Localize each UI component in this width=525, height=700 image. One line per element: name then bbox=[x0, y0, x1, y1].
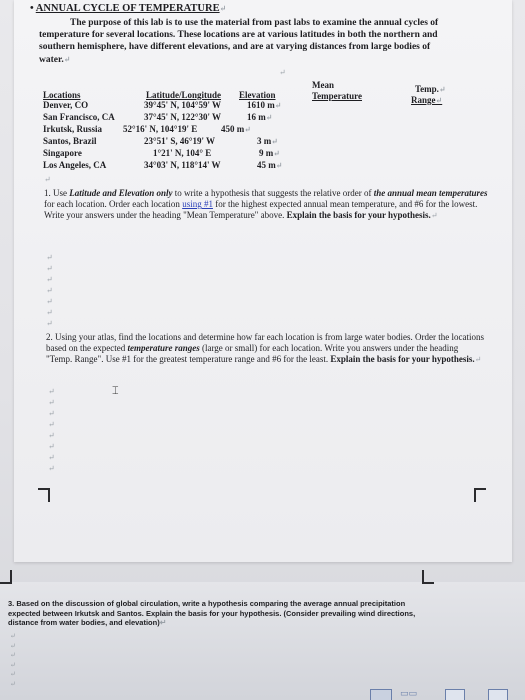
layout-icon[interactable] bbox=[370, 689, 392, 700]
cell-location: Irkutsk, Russia bbox=[43, 124, 103, 134]
cell-latlon: 39°45' N, 104°59' W bbox=[144, 100, 222, 110]
empty-paragraph-marks: ↵ ↵ ↵ ↵ ↵ ↵ ↵ bbox=[46, 253, 53, 328]
question-2: 2. Using your atlas, find the locations and determine how far each location is from large water bodies. Order the locations based on the expected temperature ranges (large or small) for each location. Write you answers under the heading "Temp. Range". Use #1 for the greatest temperature range and #6 for the least. Explain the basis for your hypothesis.↵ bbox=[46, 332, 484, 365]
text-cursor-icon: ⌶ bbox=[112, 384, 119, 397]
cell-latlon: 37°45' N, 122°30' W bbox=[144, 112, 222, 122]
web-view-icon[interactable] bbox=[488, 689, 508, 700]
crop-corner-top-right bbox=[474, 488, 486, 502]
header-range: Range↵ bbox=[411, 95, 443, 105]
cell-elevation: 9 m↵ bbox=[259, 148, 280, 158]
worksheet-page bbox=[14, 0, 512, 562]
header-latitude-longitude: Latitude/Longitude bbox=[146, 90, 222, 100]
page-title: • ANNUAL CYCLE OF TEMPERATURE↵ bbox=[30, 3, 227, 14]
header-locations: Locations bbox=[43, 90, 81, 100]
cell-latlon: 52°16' N, 104°19' E bbox=[123, 124, 198, 134]
empty-paragraph-marks: ↵ ↵ ↵ ↵ ↵ ↵ ↵ ↵ bbox=[48, 387, 55, 473]
intro-line-4: water.↵ bbox=[39, 55, 71, 65]
cell-location: Singapore bbox=[43, 148, 82, 158]
header-temperature: Temperature bbox=[312, 91, 362, 101]
intro-line-2: temperature for several locations. These locations are at various latitudes in both the northern and bbox=[39, 30, 438, 40]
cell-location: San Francisco, CA bbox=[43, 112, 115, 122]
cell-elevation: 16 m↵ bbox=[247, 112, 273, 122]
question-3: 3. Based on the discussion of global circulation, write a hypothesis comparing the average annual precipitation expected between Irkutsk and Santos. Explain the basis for your hypothesis. (Consider prevailing wind directions, distance from water bodies, and elevation)↵ bbox=[8, 599, 416, 627]
cell-location: Denver, CO bbox=[43, 100, 89, 110]
cell-elevation: 3 m↵ bbox=[257, 136, 278, 146]
header-elevation: Elevation bbox=[239, 90, 276, 100]
cell-elevation: 1610 m↵ bbox=[247, 100, 282, 110]
empty-paragraph-marks: ↵ ↵ ↵ ↵ ↵ ↵ bbox=[10, 632, 16, 688]
paragraph-mark: ↵ bbox=[219, 4, 227, 13]
cell-location: Santos, Brazil bbox=[43, 136, 97, 146]
second-page bbox=[0, 582, 525, 700]
cell-latlon: 34°03' N, 118°14' W bbox=[144, 160, 221, 170]
header-mean: Mean bbox=[312, 80, 334, 90]
question-1: 1. Use Latitude and Elevation only to write a hypothesis that suggests the relative order of the annual mean temperatures for each location. Order each location using #1 for the highest expected annual mean temperature, and #6 for the lowest. Write your answers under the heading "Mean Temperature" above. Explain the basis for your hypothesis.↵ bbox=[44, 188, 488, 221]
cell-elevation: 450 m↵ bbox=[221, 124, 251, 134]
page-view-icon[interactable] bbox=[445, 689, 465, 700]
header-temp: Temp.↵ bbox=[415, 84, 446, 94]
cell-latlon: 23°51' S, 46°19' W bbox=[144, 136, 216, 146]
paragraph-mark: ↵ bbox=[44, 175, 51, 184]
cell-latlon: 1°21' N, 104° E bbox=[153, 148, 212, 158]
paragraph-mark: ↵ bbox=[279, 68, 286, 77]
intro-line-1: The purpose of this lab is to use the material from past labs to examine the annual cycles of bbox=[70, 18, 439, 28]
intro-line-3: southern hemisphere, have different elevations, and are at varying distances from large bodies of bbox=[39, 42, 431, 52]
crop-corner-bottom-right bbox=[422, 570, 434, 584]
cell-location: Los Angeles, CA bbox=[43, 160, 107, 170]
crop-corner-bottom-left bbox=[0, 570, 12, 584]
ruler-icon[interactable]: ▭▭ bbox=[400, 689, 418, 699]
bullet-marker: • bbox=[30, 3, 34, 14]
crop-corner-top-left bbox=[38, 488, 50, 502]
cell-elevation: 45 m↵ bbox=[257, 160, 283, 170]
